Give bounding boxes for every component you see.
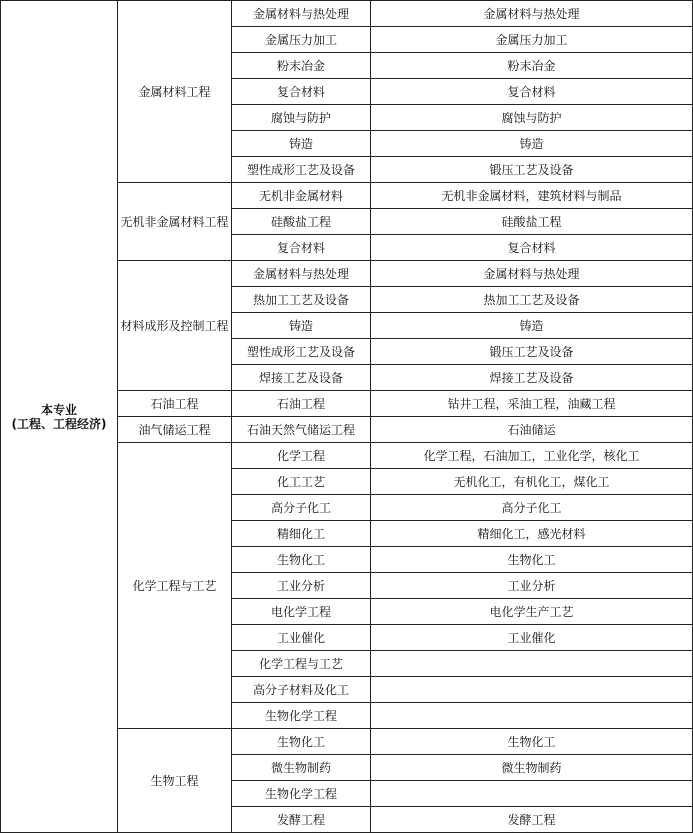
major-cell: 金属材料与热处理 [232,261,371,287]
major-cell: 生物化学工程 [232,703,371,729]
former-major-cell: 复合材料 [371,79,693,105]
group-name-cell: 化学工程与工艺 [118,443,232,729]
former-major-cell: 铸造 [371,131,693,157]
former-major-cell: 生物化工 [371,729,693,755]
former-major-cell: 热加工工艺及设备 [371,287,693,313]
major-cell: 金属材料与热处理 [232,1,371,27]
major-cell: 石油天然气储运工程 [232,417,371,443]
former-major-cell: 生物化工 [371,547,693,573]
former-major-cell: 无机非金属材料，建筑材料与制品 [371,183,693,209]
former-major-cell: 锻压工艺及设备 [371,339,693,365]
former-major-cell: 焊接工艺及设备 [371,365,693,391]
former-major-cell: 工业分析 [371,573,693,599]
major-cell: 高分子化工 [232,495,371,521]
major-cell: 塑性成形工艺及设备 [232,339,371,365]
former-major-cell: 复合材料 [371,235,693,261]
major-table-body [1,1,693,833]
major-cell: 精细化工 [232,521,371,547]
major-cell: 热加工工艺及设备 [232,287,371,313]
major-cell: 工业分析 [232,573,371,599]
former-major-cell [371,703,693,729]
major-cell: 发酵工程 [232,807,371,833]
former-major-cell: 钻井工程，采油工程，油藏工程 [371,391,693,417]
former-major-cell: 电化学生产工艺 [371,599,693,625]
level-title: 本专业 [40,402,77,417]
former-major-cell: 无机化工，有机化工，煤化工 [371,469,693,495]
former-major-cell: 腐蚀与防护 [371,105,693,131]
former-major-cell [371,781,693,807]
major-cell: 化学工程 [232,443,371,469]
major-cell: 工业催化 [232,625,371,651]
major-cell: 复合材料 [232,235,371,261]
former-major-cell: 硅酸盐工程 [371,209,693,235]
major-cell: 生物化工 [232,547,371,573]
former-major-cell: 发酵工程 [371,807,693,833]
former-major-cell: 石油储运 [371,417,693,443]
group-name-cell: 生物工程 [118,729,232,833]
former-major-cell: 金属材料与热处理 [371,1,693,27]
group-name-cell: 油气储运工程 [118,417,232,443]
major-cell: 粉末冶金 [232,53,371,79]
group-name-cell: 石油工程 [118,391,232,417]
major-cell: 石油工程 [232,391,371,417]
former-major-cell: 金属材料与热处理 [371,261,693,287]
major-cell: 腐蚀与防护 [232,105,371,131]
major-cell: 塑性成形工艺及设备 [232,157,371,183]
major-cell: 焊接工艺及设备 [232,365,371,391]
major-cell: 铸造 [232,131,371,157]
group-name-cell: 无机非金属材料工程 [118,183,232,261]
major-cell: 生物化工 [232,729,371,755]
former-major-cell: 粉末冶金 [371,53,693,79]
major-cell: 复合材料 [232,79,371,105]
major-cell: 铸造 [232,313,371,339]
major-cell: 高分子材料及化工 [232,677,371,703]
former-major-cell [371,651,693,677]
former-major-cell: 锻压工艺及设备 [371,157,693,183]
major-cell: 微生物制药 [232,755,371,781]
former-major-cell: 金属压力加工 [371,27,693,53]
major-cell: 硅酸盐工程 [232,209,371,235]
former-major-cell: 精细化工，感光材料 [371,521,693,547]
group-name-cell: 金属材料工程 [118,1,232,183]
former-major-cell: 铸造 [371,313,693,339]
former-major-cell: 化学工程，石油加工，工业化学，核化工 [371,443,693,469]
level-cell [1,1,118,833]
former-major-cell: 工业催化 [371,625,693,651]
major-cell: 金属压力加工 [232,27,371,53]
major-cell: 化学工程与工艺 [232,651,371,677]
major-cell: 化工工艺 [232,469,371,495]
major-cell: 生物化学工程 [232,781,371,807]
level-subtitle: (工程、工程经济) [11,416,107,431]
former-major-cell [371,677,693,703]
group-name-cell: 材料成形及控制工程 [118,261,232,391]
former-major-cell: 高分子化工 [371,495,693,521]
major-cell: 电化学工程 [232,599,371,625]
former-major-cell: 微生物制药 [371,755,693,781]
major-cell: 无机非金属材料 [232,183,371,209]
table-row [1,1,693,27]
